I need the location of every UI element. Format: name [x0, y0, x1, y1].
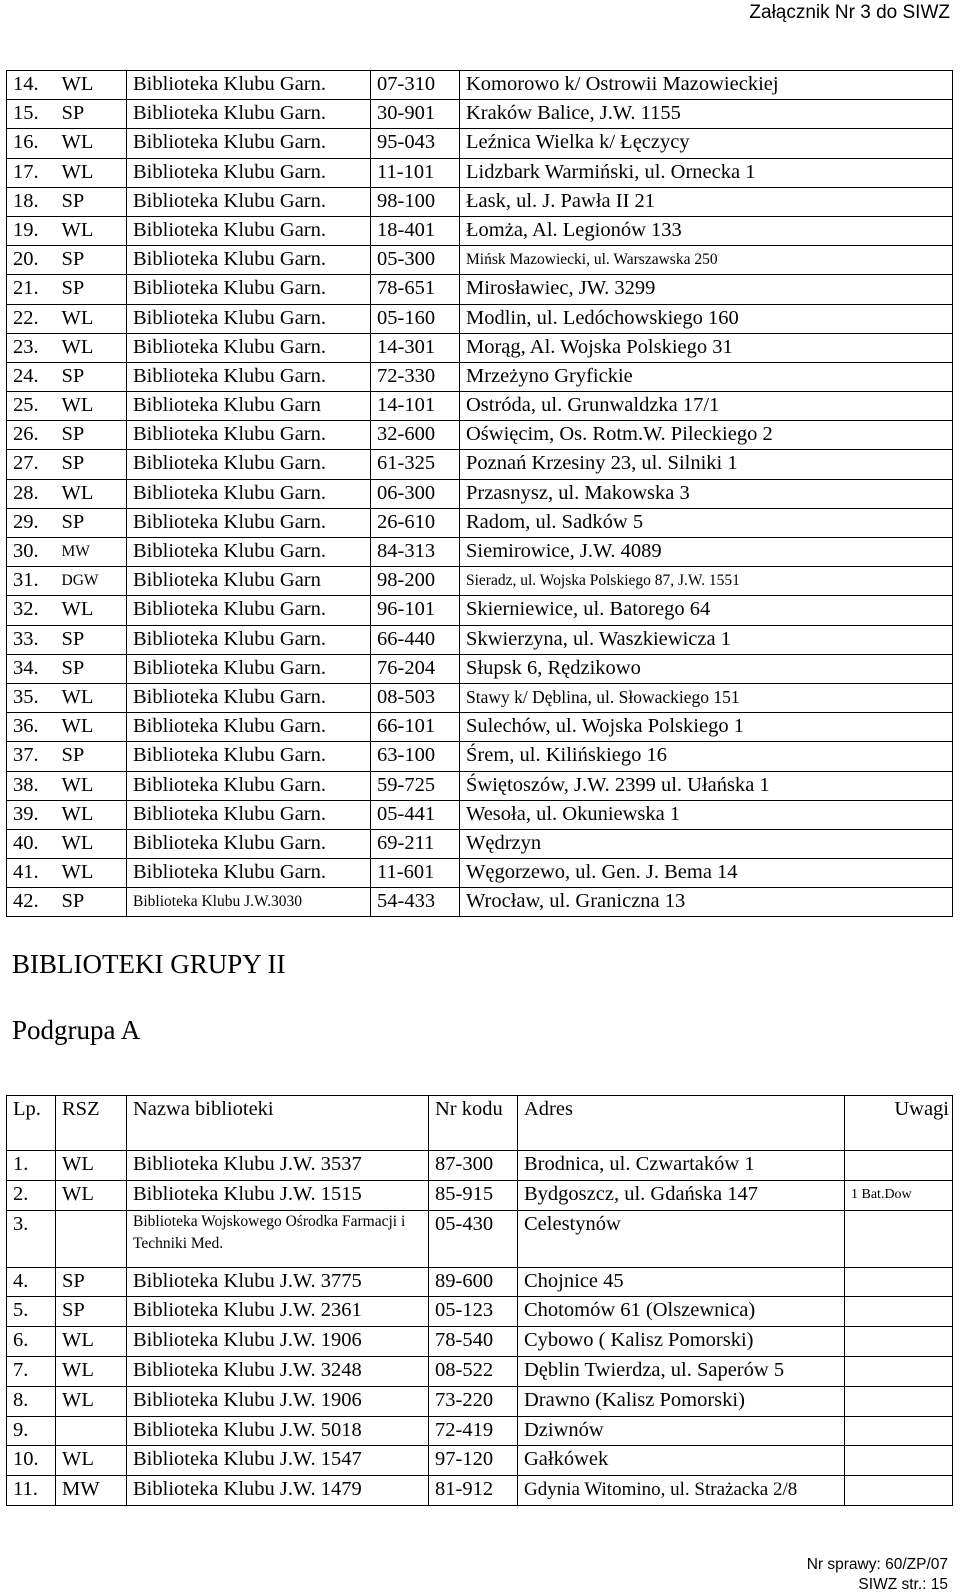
postal-code: 11-101 — [371, 158, 460, 187]
table-row — [7, 1180, 953, 1210]
address: Komorowo k/ Ostrowii Mazowieckiej — [460, 71, 953, 100]
postal-code: 05-300 — [371, 246, 460, 275]
table-row — [7, 888, 953, 917]
postal-code: 11-601 — [371, 859, 460, 888]
address: Dziwnów — [518, 1416, 845, 1446]
section-title: BIBLIOTEKI GRUPY II — [12, 949, 286, 979]
table-row — [7, 216, 953, 245]
address: Brodnica, ul. Czwartaków 1 — [518, 1151, 845, 1181]
address: Węgorzewo, ul. Gen. J. Bema 14 — [460, 859, 953, 888]
row-number: 26. — [7, 421, 56, 450]
postal-code: 84-313 — [371, 538, 460, 567]
rsz-code: DGW — [56, 567, 127, 596]
address: Bydgoszcz, ul. Gdańska 147 — [518, 1180, 845, 1210]
postal-code: 14-101 — [371, 392, 460, 421]
library-name: Biblioteka Klubu Garn. — [127, 742, 371, 771]
address: Kraków Balice, J.W. 1155 — [460, 100, 953, 129]
rsz-code: WL — [56, 216, 127, 245]
header-rsz: RSZ — [56, 1096, 127, 1151]
library-name: Biblioteka Klubu Garn. — [127, 596, 371, 625]
notes — [845, 1297, 953, 1327]
table-row — [7, 683, 953, 712]
table-row — [7, 1267, 953, 1297]
table-row — [7, 304, 953, 333]
postal-code: 08-522 — [429, 1356, 518, 1386]
row-number: 15. — [7, 100, 56, 129]
library-name: Biblioteka Klubu J.W. 1515 — [127, 1180, 429, 1210]
header-notes: Uwagi — [845, 1096, 953, 1151]
table-row — [7, 596, 953, 625]
library-name: Biblioteka Klubu Garn — [127, 392, 371, 421]
rsz-code: MW — [56, 1476, 127, 1506]
header-code: Nr kodu — [429, 1096, 518, 1151]
rsz-code: SP — [56, 246, 127, 275]
postal-code: 61-325 — [371, 450, 460, 479]
library-name: Biblioteka Klubu J.W. 3537 — [127, 1151, 429, 1181]
address: Świętoszów, J.W. 2399 ul. Ułańska 1 — [460, 771, 953, 800]
notes — [845, 1356, 953, 1386]
rsz-code: SP — [56, 742, 127, 771]
address: Dęblin Twierdza, ul. Saperów 5 — [518, 1356, 845, 1386]
rsz-code: WL — [56, 1386, 127, 1416]
postal-code: 54-433 — [371, 888, 460, 917]
row-number: 20. — [7, 246, 56, 275]
rsz-code: SP — [56, 421, 127, 450]
library-name: Biblioteka Klubu Garn. — [127, 771, 371, 800]
library-name: Biblioteka Klubu Garn. — [127, 100, 371, 129]
row-number: 11. — [7, 1476, 56, 1506]
table-row — [7, 246, 953, 275]
postal-code: 05-123 — [429, 1297, 518, 1327]
postal-code: 73-220 — [429, 1386, 518, 1416]
library-name: Biblioteka Klubu Garn. — [127, 450, 371, 479]
address: Lidzbark Warmiński, ul. Ornecka 1 — [460, 158, 953, 187]
address: Cybowo ( Kalisz Pomorski) — [518, 1327, 845, 1357]
address: Skwierzyna, ul. Waszkiewicza 1 — [460, 625, 953, 654]
postal-code: 85-915 — [429, 1180, 518, 1210]
rsz-code: WL — [56, 479, 127, 508]
row-number: 42. — [7, 888, 56, 917]
library-name: Biblioteka Klubu Garn. — [127, 71, 371, 100]
table-row — [7, 742, 953, 771]
address: Przasnysz, ul. Makowska 3 — [460, 479, 953, 508]
library-name: Biblioteka Klubu Garn. — [127, 304, 371, 333]
rsz-code: SP — [56, 100, 127, 129]
rsz-code: WL — [56, 683, 127, 712]
row-number: 22. — [7, 304, 56, 333]
notes — [845, 1386, 953, 1416]
table-row — [7, 362, 953, 391]
library-name: Biblioteka Klubu J.W. 5018 — [127, 1416, 429, 1446]
table-row — [7, 187, 953, 216]
address: Oświęcim, Os. Rotm.W. Pileckiego 2 — [460, 421, 953, 450]
header-lp: Lp. — [7, 1096, 56, 1151]
table-row — [7, 450, 953, 479]
row-number: 18. — [7, 187, 56, 216]
library-name: Biblioteka Klubu J.W. 3248 — [127, 1356, 429, 1386]
address: Wrocław, ul. Graniczna 13 — [460, 888, 953, 917]
address: Chojnice 45 — [518, 1267, 845, 1297]
address: Radom, ul. Sadków 5 — [460, 508, 953, 537]
address: Mirosławiec, JW. 3299 — [460, 275, 953, 304]
page-header: Załącznik Nr 3 do SIWZ — [749, 2, 950, 23]
row-number: 8. — [7, 1386, 56, 1416]
library-name: Biblioteka Klubu Garn — [127, 567, 371, 596]
table-row — [7, 1151, 953, 1181]
rsz-code: SP — [56, 1297, 127, 1327]
row-number: 28. — [7, 479, 56, 508]
library-name: Biblioteka Klubu Garn. — [127, 362, 371, 391]
postal-code: 69-211 — [371, 829, 460, 858]
table-row — [7, 1210, 953, 1267]
address: Łomża, Al. Legionów 133 — [460, 216, 953, 245]
library-name: Biblioteka Klubu Garn. — [127, 508, 371, 537]
table-row — [7, 333, 953, 362]
postal-code: 96-101 — [371, 596, 460, 625]
library-name: Biblioteka Klubu Garn. — [127, 859, 371, 888]
postal-code: 05-441 — [371, 800, 460, 829]
table-row — [7, 1446, 953, 1476]
address: Śrem, ul. Kilińskiego 16 — [460, 742, 953, 771]
address: Modlin, ul. Ledóchowskiego 160 — [460, 304, 953, 333]
postal-code: 26-610 — [371, 508, 460, 537]
table-row — [7, 1416, 953, 1446]
row-number: 5. — [7, 1297, 56, 1327]
row-number: 24. — [7, 362, 56, 391]
row-number: 33. — [7, 625, 56, 654]
rsz-code: WL — [56, 71, 127, 100]
rsz-code: WL — [56, 829, 127, 858]
rsz-code: WL — [56, 333, 127, 362]
library-name: Biblioteka Klubu Garn. — [127, 829, 371, 858]
library-name: Biblioteka Klubu J.W. 1479 — [127, 1476, 429, 1506]
table-row — [7, 771, 953, 800]
address: Leźnica Wielka k/ Łęczycy — [460, 129, 953, 158]
row-number: 32. — [7, 596, 56, 625]
rsz-code: SP — [56, 275, 127, 304]
library-name: Biblioteka Klubu J.W. 3775 — [127, 1267, 429, 1297]
rsz-code: WL — [56, 713, 127, 742]
rsz-code: WL — [56, 596, 127, 625]
table-row — [7, 1327, 953, 1357]
table-row — [7, 392, 953, 421]
postal-code: 98-200 — [371, 567, 460, 596]
postal-code: 95-043 — [371, 129, 460, 158]
row-number: 17. — [7, 158, 56, 187]
row-number: 2. — [7, 1180, 56, 1210]
row-number: 10. — [7, 1446, 56, 1476]
row-number: 7. — [7, 1356, 56, 1386]
notes — [845, 1446, 953, 1476]
row-number: 3. — [7, 1210, 56, 1267]
row-number: 30. — [7, 538, 56, 567]
table-row — [7, 538, 953, 567]
postal-code: 05-430 — [429, 1210, 518, 1267]
row-number: 27. — [7, 450, 56, 479]
page-footer — [807, 1555, 948, 1595]
table-row — [7, 71, 953, 100]
row-number: 21. — [7, 275, 56, 304]
rsz-code — [56, 1210, 127, 1267]
library-name: Biblioteka Klubu Garn. — [127, 713, 371, 742]
postal-code: 78-651 — [371, 275, 460, 304]
library-name: Biblioteka Klubu Garn. — [127, 216, 371, 245]
header-address: Adres — [518, 1096, 845, 1151]
postal-code: 59-725 — [371, 771, 460, 800]
address: Mińsk Mazowiecki, ul. Warszawska 250 — [460, 246, 953, 275]
address: Sieradz, ul. Wojska Polskiego 87, J.W. 1551 — [460, 567, 953, 596]
table-row — [7, 1297, 953, 1327]
library-name: Biblioteka Wojskowego Ośrodka Farmacji i Techniki Med. — [127, 1210, 429, 1267]
rsz-code: WL — [56, 771, 127, 800]
library-name: Biblioteka Klubu J.W. 1906 — [127, 1327, 429, 1357]
table-row — [7, 1356, 953, 1386]
library-name: Biblioteka Klubu Garn. — [127, 479, 371, 508]
header-name: Nazwa biblioteki — [127, 1096, 429, 1151]
library-name: Biblioteka Klubu Garn. — [127, 158, 371, 187]
row-number: 23. — [7, 333, 56, 362]
postal-code: 18-401 — [371, 216, 460, 245]
notes — [845, 1327, 953, 1357]
rsz-code: WL — [56, 158, 127, 187]
row-number: 41. — [7, 859, 56, 888]
table-header-row — [7, 1096, 953, 1151]
row-number: 6. — [7, 1327, 56, 1357]
rsz-code: WL — [56, 392, 127, 421]
rsz-code: SP — [56, 888, 127, 917]
rsz-code: WL — [56, 859, 127, 888]
postal-code: 06-300 — [371, 479, 460, 508]
library-name: Biblioteka Klubu J.W. 2361 — [127, 1297, 429, 1327]
row-number: 19. — [7, 216, 56, 245]
case-number: Nr sprawy: 60/ZP/07 — [806, 1556, 948, 1573]
postal-code: 30-901 — [371, 100, 460, 129]
library-name: Biblioteka Klubu Garn. — [127, 421, 371, 450]
rsz-code: SP — [56, 625, 127, 654]
postal-code: 89-600 — [429, 1267, 518, 1297]
postal-code: 98-100 — [371, 187, 460, 216]
table-row — [7, 158, 953, 187]
address: Słupsk 6, Rędzikowo — [460, 654, 953, 683]
row-number: 35. — [7, 683, 56, 712]
postal-code: 05-160 — [371, 304, 460, 333]
library-name: Biblioteka Klubu Garn. — [127, 246, 371, 275]
address: Gdynia Witomino, ul. Strażacka 2/8 — [518, 1476, 845, 1506]
rsz-code: WL — [56, 1446, 127, 1476]
table-row — [7, 1476, 953, 1506]
library-name: Biblioteka Klubu Garn. — [127, 800, 371, 829]
row-number: 25. — [7, 392, 56, 421]
address: Wesoła, ul. Okuniewska 1 — [460, 800, 953, 829]
notes — [845, 1151, 953, 1181]
notes: 1 Bat.Dow — [845, 1180, 953, 1210]
rsz-code: SP — [56, 654, 127, 683]
postal-code: 32-600 — [371, 421, 460, 450]
row-number: 39. — [7, 800, 56, 829]
postal-code: 07-310 — [371, 71, 460, 100]
rsz-code: WL — [56, 800, 127, 829]
address: Łask, ul. J. Pawła II 21 — [460, 187, 953, 216]
library-name: Biblioteka Klubu J.W. 1906 — [127, 1386, 429, 1416]
library-name: Biblioteka Klubu J.W. 1547 — [127, 1446, 429, 1476]
row-number: 4. — [7, 1267, 56, 1297]
postal-code: 81-912 — [429, 1476, 518, 1506]
table-row — [7, 508, 953, 537]
table-row — [7, 800, 953, 829]
notes — [845, 1416, 953, 1446]
row-number: 14. — [7, 71, 56, 100]
address: Mrzeżyno Gryfickie — [460, 362, 953, 391]
rsz-code: SP — [56, 508, 127, 537]
library-name: Biblioteka Klubu Garn. — [127, 275, 371, 304]
library-name: Biblioteka Klubu Garn. — [127, 187, 371, 216]
row-number: 9. — [7, 1416, 56, 1446]
postal-code: 66-101 — [371, 713, 460, 742]
row-number: 34. — [7, 654, 56, 683]
row-number: 36. — [7, 713, 56, 742]
row-number: 31. — [7, 567, 56, 596]
address: Morąg, Al. Wojska Polskiego 31 — [460, 333, 953, 362]
row-number: 37. — [7, 742, 56, 771]
postal-code: 76-204 — [371, 654, 460, 683]
table-row — [7, 829, 953, 858]
postal-code: 14-301 — [371, 333, 460, 362]
table-row — [7, 625, 953, 654]
row-number: 1. — [7, 1151, 56, 1181]
rsz-code: MW — [56, 538, 127, 567]
rsz-code: SP — [56, 187, 127, 216]
address: Poznań Krzesiny 23, ul. Silniki 1 — [460, 450, 953, 479]
library-name: Biblioteka Klubu Garn. — [127, 333, 371, 362]
library-name: Biblioteka Klubu Garn. — [127, 538, 371, 567]
table-row — [7, 479, 953, 508]
library-name: Biblioteka Klubu J.W.3030 — [127, 888, 371, 917]
notes — [845, 1267, 953, 1297]
page-number: SIWZ str.: 15 — [858, 1576, 948, 1593]
rsz-code: WL — [56, 1327, 127, 1357]
library-name: Biblioteka Klubu Garn. — [127, 625, 371, 654]
rsz-code: SP — [56, 1267, 127, 1297]
rsz-code: WL — [56, 1180, 127, 1210]
address: Stawy k/ Dęblina, ul. Słowackiego 151 — [460, 683, 953, 712]
table-row — [7, 275, 953, 304]
library-table-group-i — [6, 70, 953, 917]
rsz-code: WL — [56, 129, 127, 158]
table-row — [7, 100, 953, 129]
rsz-code: WL — [56, 1151, 127, 1181]
address: Chotomów 61 (Olszewnica) — [518, 1297, 845, 1327]
table-row — [7, 567, 953, 596]
row-number: 29. — [7, 508, 56, 537]
address: Ostróda, ul. Grunwaldzka 17/1 — [460, 392, 953, 421]
row-number: 38. — [7, 771, 56, 800]
rsz-code: WL — [56, 1356, 127, 1386]
address: Drawno (Kalisz Pomorski) — [518, 1386, 845, 1416]
notes — [845, 1210, 953, 1267]
row-number: 16. — [7, 129, 56, 158]
address: Sulechów, ul. Wojska Polskiego 1 — [460, 713, 953, 742]
table-row — [7, 859, 953, 888]
postal-code: 08-503 — [371, 683, 460, 712]
postal-code: 72-330 — [371, 362, 460, 391]
table-row — [7, 1386, 953, 1416]
library-name: Biblioteka Klubu Garn. — [127, 129, 371, 158]
rsz-code — [56, 1416, 127, 1446]
row-number: 40. — [7, 829, 56, 858]
address: Siemirowice, J.W. 4089 — [460, 538, 953, 567]
postal-code: 97-120 — [429, 1446, 518, 1476]
postal-code: 63-100 — [371, 742, 460, 771]
table-row — [7, 421, 953, 450]
library-name: Biblioteka Klubu Garn. — [127, 654, 371, 683]
postal-code: 78-540 — [429, 1327, 518, 1357]
subsection-title: Podgrupa A — [12, 1015, 141, 1045]
table-row — [7, 654, 953, 683]
rsz-code: SP — [56, 450, 127, 479]
table-row — [7, 129, 953, 158]
address: Wędrzyn — [460, 829, 953, 858]
rsz-code: WL — [56, 304, 127, 333]
rsz-code: SP — [56, 362, 127, 391]
postal-code: 72-419 — [429, 1416, 518, 1446]
address: Skierniewice, ul. Batorego 64 — [460, 596, 953, 625]
address: Celestynów — [518, 1210, 845, 1267]
address: Gałkówek — [518, 1446, 845, 1476]
table-row — [7, 713, 953, 742]
library-table-group-ii-a — [6, 1095, 953, 1506]
postal-code: 87-300 — [429, 1151, 518, 1181]
postal-code: 66-440 — [371, 625, 460, 654]
library-name: Biblioteka Klubu Garn. — [127, 683, 371, 712]
notes — [845, 1476, 953, 1506]
